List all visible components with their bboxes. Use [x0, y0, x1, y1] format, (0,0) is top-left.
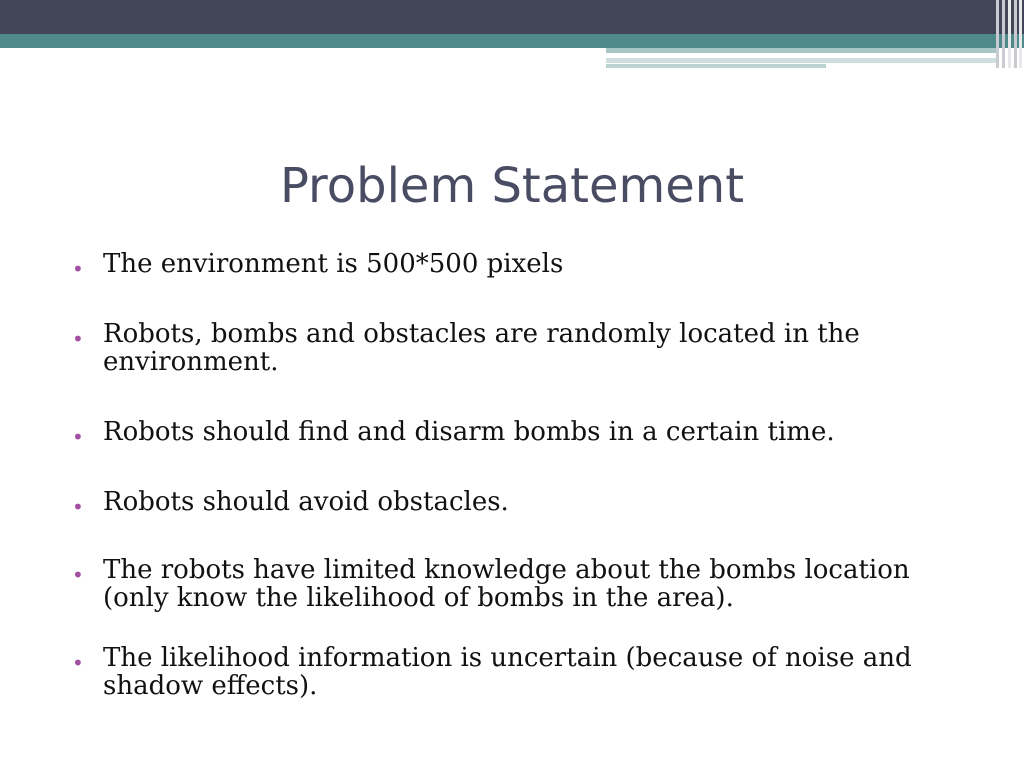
bullet-text: The environment is 500*500 pixels [103, 249, 564, 279]
bullet-item [72, 417, 972, 449]
bullet-dot-icon: • [72, 327, 84, 351]
header-stripe [1014, 0, 1017, 68]
bullet-dot-icon: • [72, 425, 84, 449]
bullet-item [72, 556, 972, 612]
bullet-item [72, 487, 972, 519]
bullet-item [72, 644, 972, 700]
header-stripe [1019, 0, 1022, 68]
header-accent-line [606, 64, 826, 68]
bullet-item [72, 320, 972, 376]
header-stripe [1008, 0, 1011, 68]
bullet-text: Robots should avoid obstacles. [103, 487, 509, 517]
bullet-text: Robots, bombs and obstacles are randomly located in the environment. [103, 319, 860, 377]
header-accent-line [606, 58, 996, 63]
header-stripe [996, 0, 999, 68]
header-band-teal [0, 34, 1024, 48]
header-accent-line [606, 48, 996, 53]
bullet-list [72, 250, 972, 700]
bullet-dot-icon: • [72, 563, 84, 587]
bullet-text: The robots have limited knowledge about the bombs location (only know the likelihood of bombs in the area). [103, 555, 910, 613]
bullet-dot-icon: • [72, 495, 84, 519]
slide-title: Problem Statement [279, 158, 745, 214]
bullet-dot-icon: • [72, 257, 84, 281]
header-stripe [1002, 0, 1005, 68]
bullet-dot-icon: • [72, 651, 84, 675]
bullet-item [72, 249, 972, 281]
header-band-dark [0, 0, 1024, 34]
bullet-text: Robots should find and disarm bombs in a certain time. [103, 417, 835, 447]
bullet-text: The likelihood information is uncertain (because of noise and shadow effects). [103, 643, 912, 701]
